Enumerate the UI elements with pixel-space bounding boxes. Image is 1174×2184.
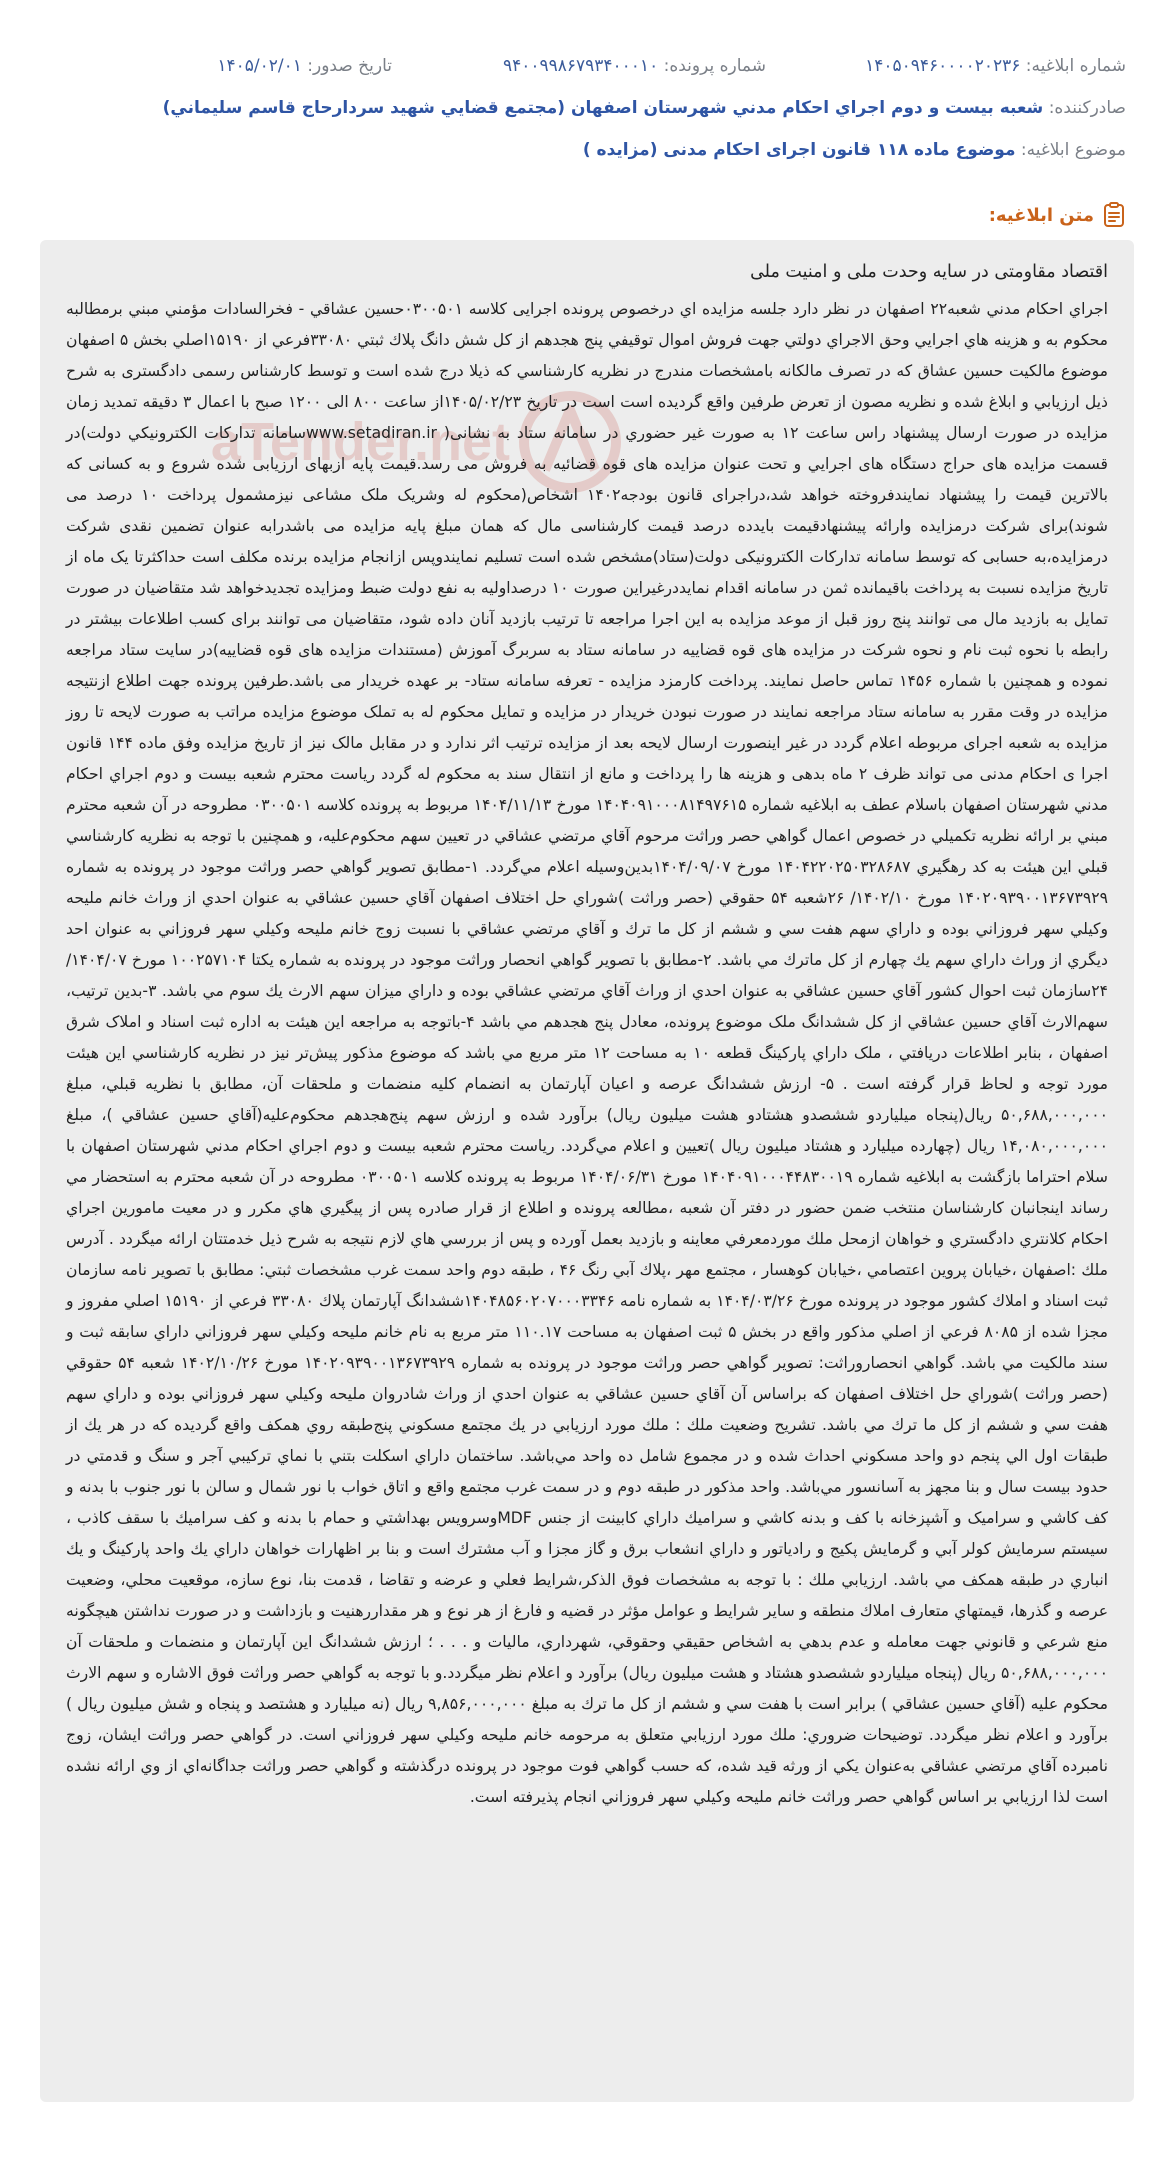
notice-number — [865, 56, 1126, 76]
issue-date-label: تاریخ صدور: — [307, 56, 392, 76]
notice-text-title-label: متن ابلاغیه: — [988, 204, 1094, 226]
subject-value: موضوع ماده ۱۱۸ قانون اجرای احکام مدنی (مزایده ) — [582, 140, 1016, 160]
issuer-label: صادرکننده: — [1048, 98, 1126, 118]
subject-line — [40, 140, 1126, 160]
issuer-value: شعبه بيست و دوم اجراي احكام مدني شهرستان اصفهان (مجتمع قضايي شهيد سردارحاج قاسم سليماني) — [162, 98, 1044, 118]
notice-heading: اقتصاد مقاومتی در سایه وحدت ملی و امنیت ملی — [750, 262, 1108, 282]
issuer-line — [40, 98, 1126, 118]
watermark-text: aTender.net — [210, 412, 510, 472]
case-number-value: ۹۴۰۰۹۹۸۶۷۹۳۴۰۰۰۱۰ — [502, 56, 659, 76]
notice-number-label: شماره ابلاغیه: — [1025, 56, 1126, 76]
case-number — [503, 56, 766, 76]
notice-text-title — [989, 200, 1126, 230]
notice-text-box — [40, 240, 1134, 2102]
issue-date-value: ۱۴۰۵/۰۲/۰۱ — [217, 56, 302, 76]
notice-number-value: ۱۴۰۵۰۹۴۶۰۰۰۰۲۰۲۳۶ — [865, 56, 1021, 76]
meta-row — [0, 56, 1174, 86]
document-icon — [1102, 202, 1126, 228]
case-number-label: شماره پرونده: — [663, 56, 766, 76]
notice-body: اجراي احكام مدني شعبه۲۲ اصفهان در نظر دارد جلسه مزايده اي درخصوص پرونده اجرایی کلاسه ۰۳۰۰۵۰۱حسين عشاقي - فخرالسادات مؤمني مبني برمطالبه محکوم به و هزينه هاي اجرايي وحق الاجراي دولتي جهت فروش اموال توقيفي پنج هجدهم از كل شش دانگ پلاك ثبتي ۳۳۰۸۰فرعي از ۱۵۱۹۰اصلي بخش ۵ اصفهان موضوع مالکيت حسين عشاق كه در تصرف مالكانه بامشخصات مندرج در نظريه كارشناسي كه ذيلا درج شده است و توسط کارشناس رسمی دادگستری به شرح ذيل ارزيابي و ابلاغ شده و نظريه مصون از تعرض طرفين واقع گرديده است است در تاريخ ۱۴۰۵/۰۲/۲۳از ساعت ۸۰۰ الی ۱۲۰۰ صبح با اعمال ۳ دقيقه تمديد زمان مزايده در صورت ارسال پيشنهاد راس ساعت ۱۲ به صورت غير حضوري در سامانه ستاد به نشانی( www.setadiran.irسامانه تداركات الكترونيكي دولت)در قسمت مزايده های حراج دستگاه های اجرايي و تحت عنوان مزايده های قوه قضائيه به فروش می رسد.قيمت پايه ازبهای ارزيابی شده شروع و به كسانی كه بالاترين قيمت را پيشنهاد نمايندفروخته خواهد شد،دراجرای قانون بودجه۱۴۰۲ اشخاص(محكوم له وشريک ملک مشاعی نيزمشمول پرداخت ۱۰ درصد می شوند)برای شرکت درمزايده وارائه پيشنهادقيمت بايدده درصد قيمت كارشناسی مال که همان مبلغ پايه مزايده می باشدرابه عنوان تضمين نقدی شركت درمزايده،به حسابی كه توسط سامانه تداركات الكترونيكی دولت(ستاد)مشخص شده است تسليم نمايندوپس ازانجام مزايده برنده مكلف است حداكثرتا يک ماه از تاريخ مزايده نسبت به پرداخت باقيمانده ثمن در سامانه اقدام نمايددرغيراين صورت ۱۰ درصداوليه به نفع دولت ضبط ومزايده تجديدخواهد شد متقاضيان در صورت تمايل به بازديد مال می توانند پنج روز قبل از موعد مزايده به اين اجرا مراجعه تا ترتيب بازديد آنان داده شود، متقاضيان می توانند برای کسب اطلاعات بيشتر در رابطه با نحوه ثبت نام و نحوه شركت در مزايده های قوه قضاييه در سامانه ستاد به سربرگ آموزش (مستندات مزايده های قوه قضاييه)در سايت ستاد مراجعه نموده و همچنين با شماره ۱۴۵۶ تماس حاصل نمايند. پرداخت کارمزد مزايده - تعرفه سامانه ستاد- بر عهده خريدار می باشد.طرفين پرونده جهت اطلاع ازنتيجه مزايده در وقت مقرر به سامانه ستاد مراجعه نمايند در صورت نبودن خريدار در مزايده و تمايل محکوم له به تملک موضوع مزايده مراتب به صورت لايحه تا روز مزايده به شعبه اجرای مربوطه اعلام گردد در غير اينصورت ارسال لايحه بعد از مزايده ترتيب اثر ندارد و در مقابل مالک نيز از تاريخ مزايده وفق ماده ۱۴۴ قانون اجرا ی احکام مدنی می تواند ظرف ۲ ماه بدهی و هزينه ها را پرداخت و مانع از انتقال سند به محکوم له گردد رياست محترم شعبه بيست و دوم اجراي احكام مدني شهرستان اصفهان باسلام عطف به ابلاغيه شماره ۱۴۰۴۰۹۱۰۰۰۸۱۴۹۷۶۱۵ مورخ ۱۴۰۴/۱۱/۱۳ مربوط به پرونده كلاسه ۰۳۰۰۵۰۱ مطروحه در آن شعبه محترم مبني بر ارائه نظريه تكميلي در خصوص اعمال گواهي حصر وراثت مرحوم آقاي مرتضي عشاقي در تعيين سهم محكوم‌عليه، و همچنين با توجه به نظريه كارشناسي قبلي اين هيئت به كد رهگيري ۱۴۰۴۲۲۰۲۵۰۳۲۸۶۸۷ مورخ ۱۴۰۴/۰۹/۰۷بدين‌وسيله اعلام مي‌گردد. ۱-مطابق تصوير گواهي حصر وراثت موجود در پرونده به شماره ۱۴۰۲۰۹۳۹۰۰۱۳۶۷۳۹۲۹ مورخ ۱۴۰۲/۱۰/ ۲۶شعبه ۵۴ حقوقي (حصر وراثت )شوراي حل اختلاف اصفهان آقاي حسين عشاقي به عنوان احدي از وراث خانم مليحه وكيلي سهر فروزاني بوده و داراي سهم هفت سي و ششم از كل ما ترك و آقاي مرتضي عشاقي با نسبت زوج خانم مليحه وكيلي سهر فروزاني به عنوان احد ديگري از وراث داراي سهم يك چهارم از كل ماترك مي باشد. ۲-مطابق با تصوير گواهي انحصار وراثت موجود در پرونده به شماره يكتا ۱۰۰۲۵۷۱۰۴ مورخ ۱۴۰۴/۰۷/ ۲۴سازمان ثبت احوال كشور آقاي حسين عشاقي به عنوان احدي از وراث آقاي مرتضي عشاقي بوده و داراي ميزان سهم الارث يك سوم مي باشد. ۳-بدين ترتيب، سهم‌الارث آقاي حسين عشاقي از كل ششدانگ ملک موضوع پرونده، معادل پنج هجدهم مي باشد ۴-باتوجه به مراجعه اين هيئت به اداره ثبت اسناد و املاک شرق اصفهان ، بنابر اطلاعات دريافتي ، ملک داراي پاركينگ قطعه ۱۰ به مساحت ۱۲ متر مربع مي باشد كه موضوع مذكور پيش‌تر نيز در نظريه كارشناسي اين هيئت مورد توجه و لحاظ قرار گرفته است . ۵- ارزش ششدانگ عرصه و اعيان آپارتمان به انضمام كليه منضمات و ملحقات آن، مطابق با نظريه قبلي، مبلغ ۵۰,۶۸۸,۰۰۰,۰۰۰ ريال(پنجاه ميلياردو ششصدو هشتادو هشت ميليون ريال) برآورد شده و ارزش سهم پنج‌هجدهم محكوم‌عليه(آقاي حسين عشاقي )، مبلغ ۱۴,۰۸۰,۰۰۰,۰۰۰ ريال (چهارده ميليارد و هشتاد ميليون ريال )تعيين و اعلام مي‌گردد. رياست محترم شعبه بيست و دوم اجراي احكام مدني شهرستان اصفهان با سلام احتراما بازگشت به ابلاغيه شماره ۱۴۰۴۰۹۱۰۰۰۴۴۸۳۰۰۱۹ مورخ ۱۴۰۴/۰۶/۳۱ مربوط به پرونده كلاسه ۰۳۰۰۵۰۱ مطروحه در آن شعبه محترم به استحضار مي رساند اينجانبان كارشناسان منتخب ضمن حضور در دفتر آن شعبه ،مطالعه پرونده و اطلاع از قرار صادره پس از پيگيري هاي مكرر و در معيت مامورين اجراي احكام كلانتري دادگستري و خواهان ازمحل ملك موردمعرفي معاينه و بازديد بعمل آورده و پس از بررسي هاي لازم نتيجه به شرح ذيل خدمتتان ارائه ميگردد . آدرس ملك :اصفهان ،خيابان پروين اعتصامي ،خيابان كوهسار ، مجتمع مهر ،پلاك آبي رنگ ۴۶ ، طبقه دوم واحد سمت غرب مشخصات ثبتي: مطابق با تصوير نامه سازمان ثبت اسناد و املاك كشور موجود در پرونده مورخ ۱۴۰۴/۰۳/۲۶ به شماره نامه ۱۴۰۴۸۵۶۰۲۰۷۰۰۰۳۳۴۶ششدانگ آپارتمان پلاك ۳۳۰۸۰ فرعي از ۱۵۱۹۰ اصلي مفروز و مجزا شده از ۸۰۸۵ فرعي از اصلي مذكور واقع در بخش ۵ ثبت اصفهان به مساحت ۱۱۰.۱۷ متر مربع به نام خانم مليحه وكيلي سهر فروزاني داراي سابقه ثبت و سند مالكيت مي باشد. گواهي انحصاروراثت: تصوير گواهي حصر وراثت موجود در پرونده به شماره ۱۴۰۲۰۹۳۹۰۰۱۳۶۷۳۹۲۹ مورخ ۱۴۰۲/۱۰/۲۶ شعبه ۵۴ حقوقي (حصر وراثت )شوراي حل اختلاف اصفهان كه براساس آن آقاي حسين عشاقي به عنوان احدي از وراث شادروان مليحه وكيلي سهر فروزاني بوده و داراي سهم هفت سي و ششم از كل ما ترك مي باشد. تشريح وضعيت ملك : ملك مورد ارزيابي در يك مجتمع مسكوني پنج‌طبقه روي همكف واقع گرديده كه در هر يك از طبقات اول الي پنجم دو واحد مسكوني احداث شده و در مجموع شامل ده واحد مي‌باشد. ساختمان داراي اسكلت بتني با نماي تركيبي آجر و سنگ و قدمتي در حدود بيست سال و بنا مجهز به آسانسور مي‌باشد. واحد مذكور در طبقه دوم و در سمت غرب مجتمع واقع و اتاق خواب با نور شمال و سالن با نور جنوب با بدنه و كف كاشي و سرامیک و آشپزخانه با كف و بدنه كاشي و سراميك داراي كابينت از جنس MDFوسرويس بهداشتي و حمام با بدنه و كف سراميك با سقف كاذب ، سيستم سرمايش كولر آبي و گرمايش پكيج و رادياتور و داراي انشعاب برق و گاز مجزا و آب مشترك است و بنا بر اظهارات خواهان داراي يك واحد پاركينگ و يك انباري در طبقه همكف مي باشد. ارزيابي ملك : با توجه به مشخصات فوق الذكر،شرايط فعلي و عرضه و تقاضا ، قدمت بنا، نوع سازه، موقعيت محلي، وضعيت عرصه و گذرها، قيمتهاي متعارف املاك منطقه و ساير شرايط و عوامل مؤثر در قضيه و فارغ از هر نوع و هر مقداررهنيت و بازداشت و در صورت نداشتن هيچگونه منع شرعي و قانوني جهت معامله و عدم بدهي به اشخاص حقيقي وحقوقي، شهرداري، ماليات و . . . ؛ ارزش ششدانگ اين آپارتمان و منضمات و ملحقات آن ۵۰,۶۸۸,۰۰۰,۰۰۰ ريال (پنجاه ميلياردو ششصدو هشتاد و هشت ميليون ريال) برآورد و اعلام نظر ميگردد.و با توجه به گواهي حصر وراثت فوق الاشاره و سهم الارث محكوم عليه (آقاي حسين عشاقي ) برابر است با هفت سي و ششم از كل ما ترك به مبلغ ۹,۸۵۶,۰۰۰,۰۰۰ ريال (نه ميليارد و هشتصد و پنجاه و شش ميليون ريال ) برآورد و اعلام نظر ميگردد. توضيحات ضروري: ملك مورد ارزيابي متعلق به مرحومه خانم مليحه وكيلي سهر فروزاني است. در گواهي حصر وراثت ايشان، زوج نامبرده آقاي مرتضي عشاقي به‌عنوان يكي از ورثه قيد شده، كه حسب گواهي فوت موجود در پرونده درگذشته و گواهي حصر وراثت جداگانه‌اي از وي ارائه نشده است لذا ارزيابي بر اساس گواهي حصر وراثت خانم مليحه وكيلي سهر فروزاني انجام پذيرفته است. — [66, 300, 1109, 1806]
subject-label: موضوع ابلاغیه: — [1020, 140, 1126, 160]
issue-date — [217, 56, 392, 76]
